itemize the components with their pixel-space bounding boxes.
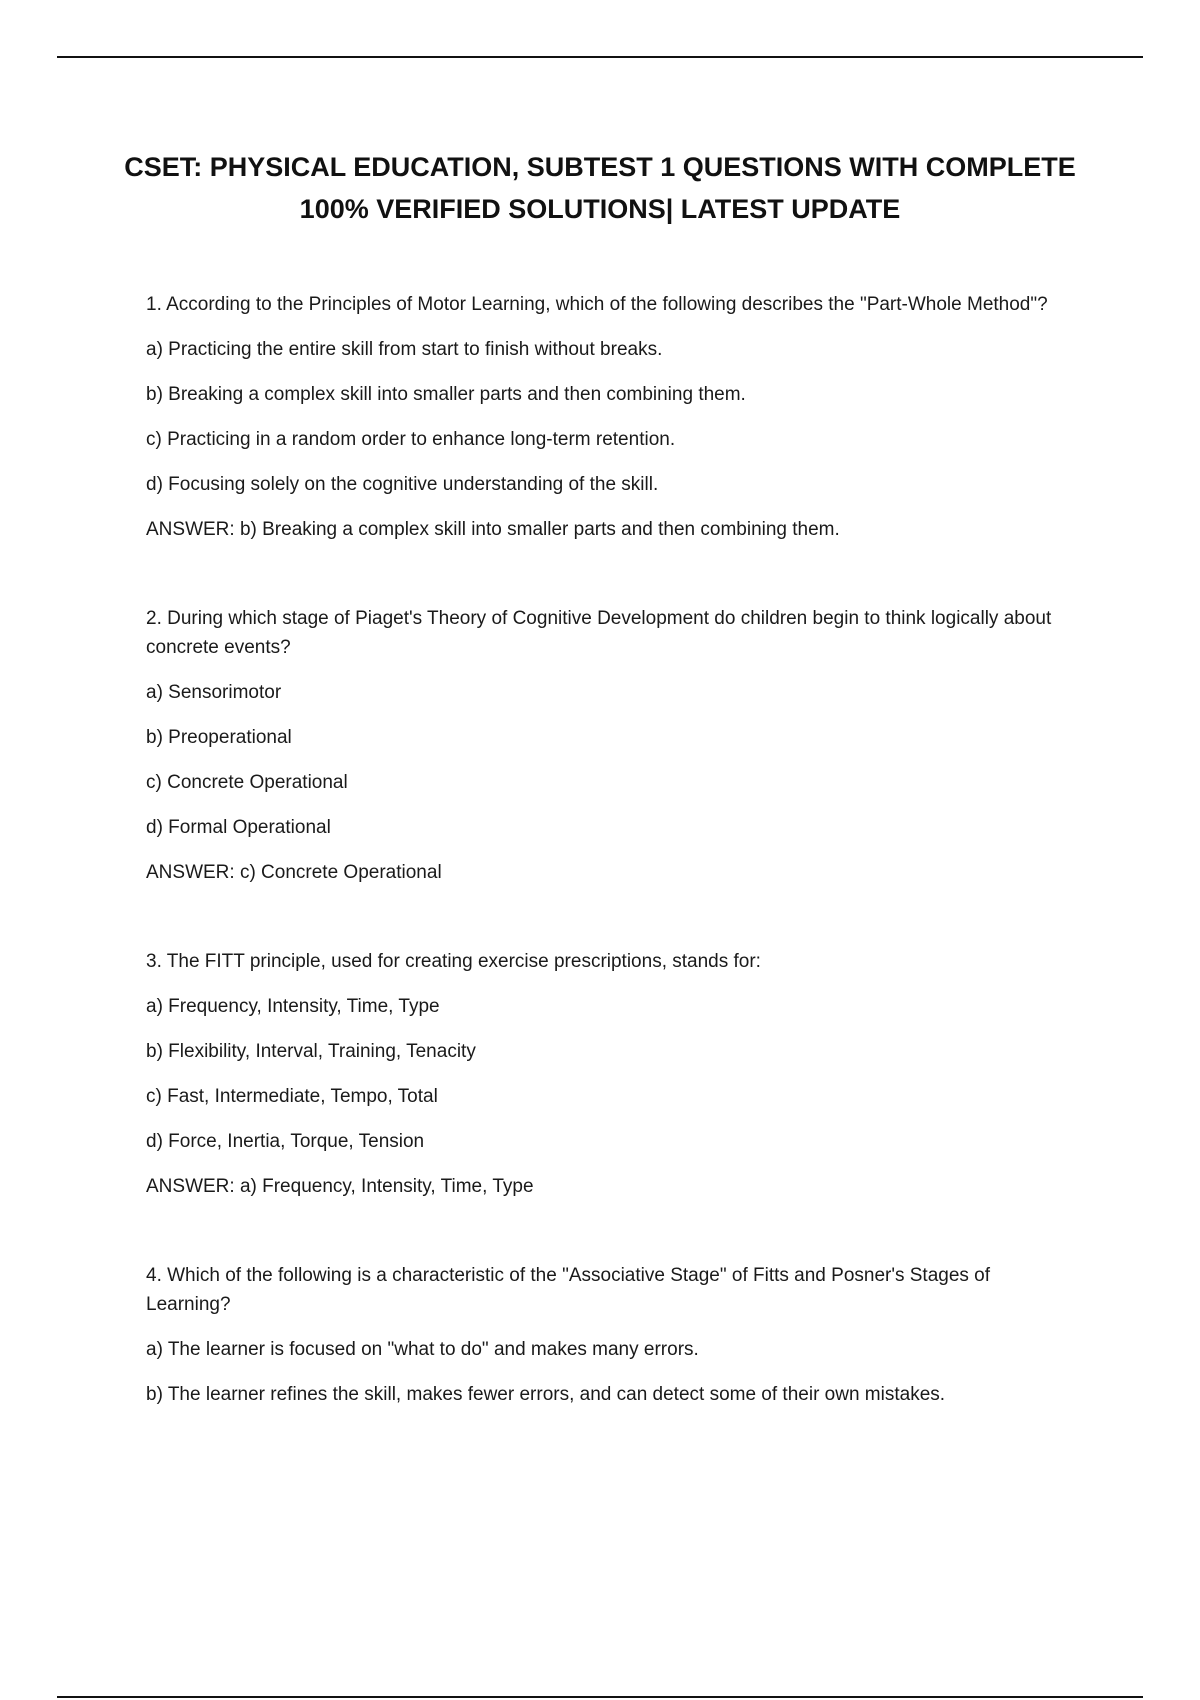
question-text: 4. Which of the following is a characteristic of the "Associative Stage" of Fitts and Posner's Stages of Learning? [146,1265,991,1315]
bottom-divider [57,1696,1143,1698]
question-text: 1. According to the Principles of Motor Learning, which of the following describes the "Part-Whole Method"? [146,294,1048,315]
option-a: a) The learner is focused on "what to do" and makes many errors. [146,1339,699,1360]
option-b: b) The learner refines the skill, makes fewer errors, and can detect some of their own mistakes. [146,1384,946,1405]
option-b: b) Breaking a complex skill into smaller parts and then combining them. [146,384,746,405]
question-list [146,290,1076,1469]
top-divider [57,56,1143,58]
answer-line: ANSWER: b) Breaking a complex skill into smaller parts and then combining them. [146,519,840,540]
answer-line: ANSWER: a) Frequency, Intensity, Time, Type [146,1176,534,1197]
option-c: c) Practicing in a random order to enhance long-term retention. [146,429,676,450]
option-c: c) Fast, Intermediate, Tempo, Total [146,1086,438,1107]
question-text: 3. The FITT principle, used for creating exercise prescriptions, stands for: [146,951,761,972]
option-b: b) Preoperational [146,727,292,748]
question-3 [146,947,1076,1201]
title-line-2: 100% VERIFIED SOLUTIONS| LATEST UPDATE [299,194,901,224]
question-2 [146,604,1076,887]
question-text: 2. During which stage of Piaget's Theory of Cognitive Development do children begin to think logically about concrete events? [146,608,1052,658]
option-a: a) Practicing the entire skill from start to finish without breaks. [146,339,663,360]
option-c: c) Concrete Operational [146,772,348,793]
title-line-1: CSET: PHYSICAL EDUCATION, SUBTEST 1 QUESTIONS WITH COMPLETE [124,152,1076,182]
document-title [100,146,1100,230]
option-b: b) Flexibility, Interval, Training, Tenacity [146,1041,476,1062]
option-a: a) Frequency, Intensity, Time, Type [146,996,440,1017]
option-d: d) Force, Inertia, Torque, Tension [146,1131,425,1152]
option-d: d) Focusing solely on the cognitive understanding of the skill. [146,474,659,495]
question-1 [146,290,1076,544]
option-a: a) Sensorimotor [146,682,282,703]
option-d: d) Formal Operational [146,817,331,838]
answer-line: ANSWER: c) Concrete Operational [146,862,442,883]
question-4 [146,1261,1076,1409]
